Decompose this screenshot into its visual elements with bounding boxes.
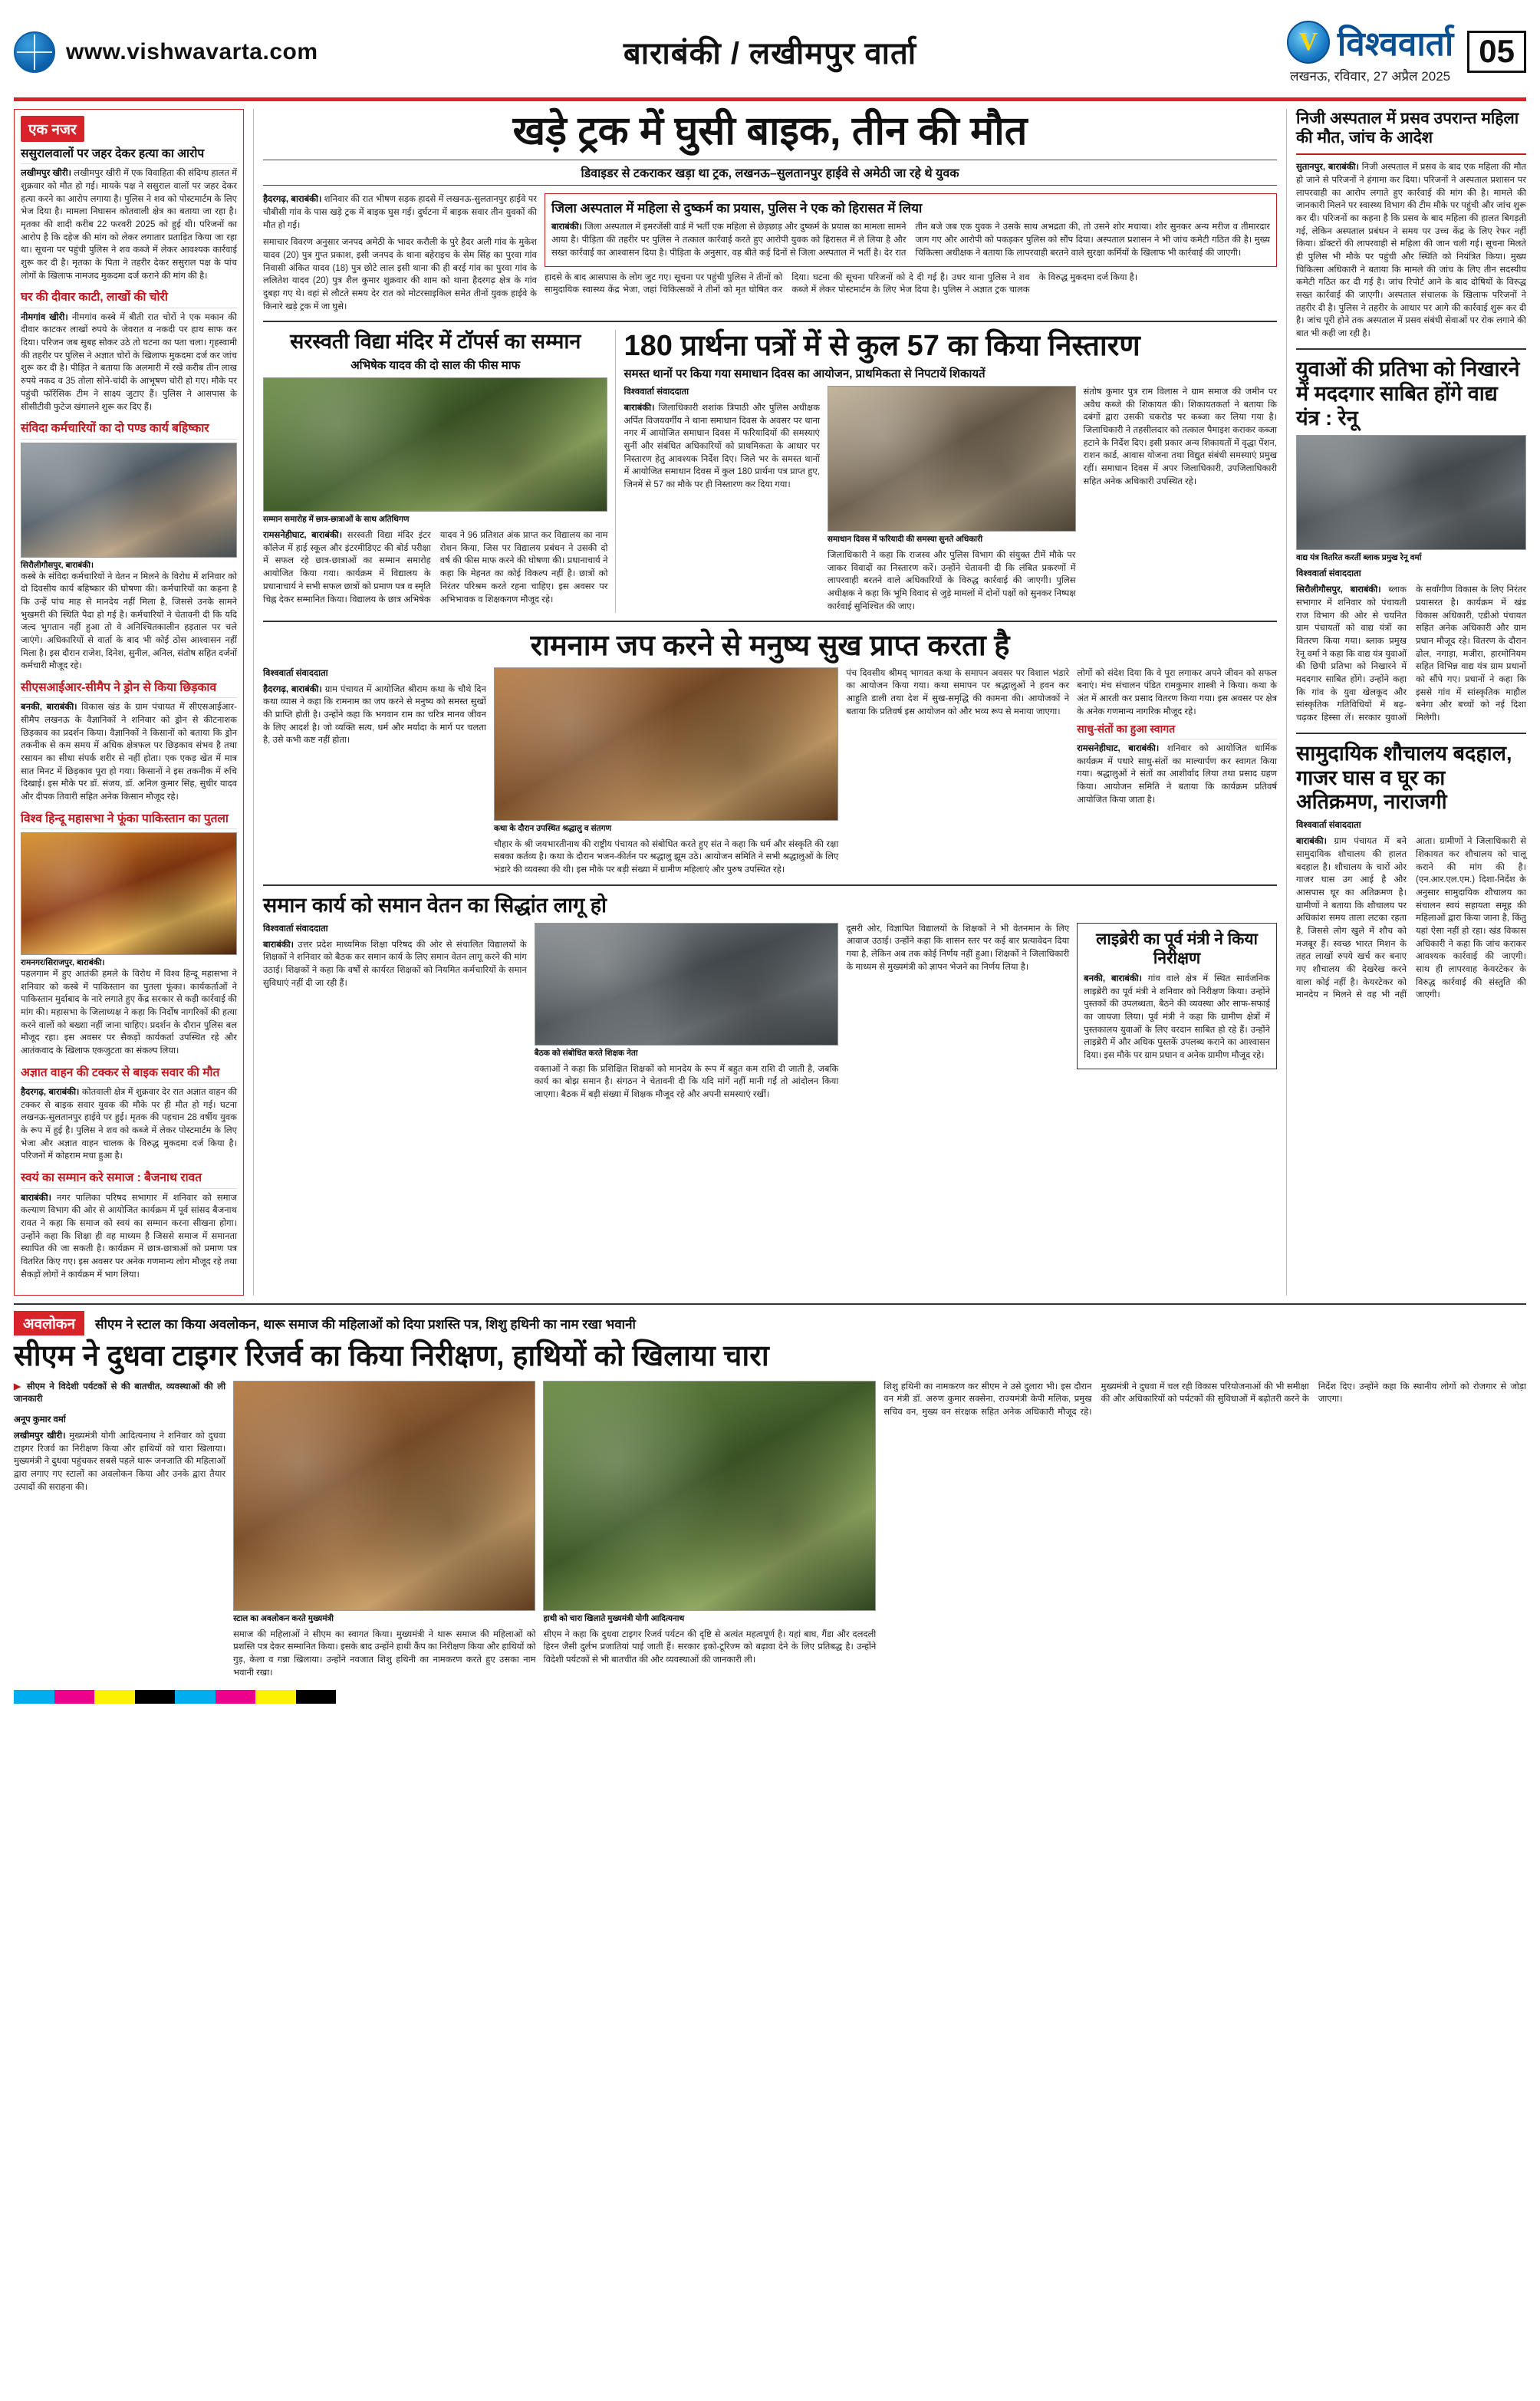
body: दूसरी ओर, विज्ञापित विद्यालयों के शिक्षकों ने भी वेतनमान के लिए आवाज उठाई। उन्होंने कहा कि शासन स्तर पर कई बार प्रत्यावेदन दिया गया है, लेकिन अब तक कोई निर्णय नहीं हुआ। शिक्षकों ने जिलाधिकारी के माध्यम से मुख्यमंत्री को ज्ञापन भेजने का निर्णय लिया है। [846, 924, 1070, 972]
byline: सुतानपुर, बाराबंकी। [1296, 163, 1359, 173]
row-saraswati-57 [263, 330, 1277, 613]
dateline: सिरौलीगौसपुर, बाराबंकी। [1296, 585, 1381, 595]
byline: हैदरगढ़, बाराबंकी। [263, 195, 322, 205]
body: निजी अस्पताल में प्रसव के बाद एक महिला की मौत हो जाने से परिजनों ने हंगामा कर दिया। परिजनों ने अस्पताल प्रशासन पर लापरवाही का आरोप लगाते हुए कार्रवाई की मांग की है। मामले की जानकारी मिलने पर स्वास्थ्य विभाग की टीम मौके पर पहुंची और जांच शुरू कर दी। परिजनों का कहना है कि प्रसव के बाद महिला की हालत बिगड़ती गई, लेकिन अस्पताल प्रबंधन ने समय पर उच्च केंद्र के लिए रेफर नहीं किया। डॉक्टरों की लापरवाही से महिला की जान चली गई। सूचना मिलते ही पुलिस भी मौके पर पहुंची और स्थिति को नियंत्रित किया। मुख्य चिकित्सा अधिकारी ने बताया कि मामले की जांच के लिए तीन सदस्यीय कमेटी गठित कर दी गई है। जांच रिपोर्ट आने के बाद दोषियों के विरुद्ध सख्त कार्रवाई की जाएगी। अस्पताल संचालक के खिलाफ परिजनों ने तहरीर दी है। पुलिस ने तहरीर के आधार पर आगे की कार्रवाई शुरू कर दी है। जांच पूरी होने तक अस्पताल में प्रसव संबंधी सेवाओं पर रोक लगाने की बात भी कही जा रही है। [1296, 163, 1526, 339]
page-content [14, 109, 1526, 1296]
sidebar-item-headline: अज्ञात वाहन की टक्कर से बाइक सवार की मौत [21, 1065, 237, 1083]
byline: विश्ववार्ता संवाददाता [1296, 821, 1361, 831]
body: लखीमपुर खीरी में एक विवाहिता की संदिग्ध हालत में शुक्रवार को मौत हो गई। मायके पक्ष ने ससुराल वालों पर जहर देकर हत्या करने का आरोप लगाया है। पुलिस ने शव को पोस्टमार्टम के लिए भेज दिया है। मामला निघासन कोतवाली क्षेत्र का बताया जा रहा है। मृतका की शादी करीब 22 फरवरी 2025 को हुई थी। परिजनों का आरोप है कि दहेज की मांग को लेकर लगातार प्रताड़ित किया जा रहा था। सूचना पर पहुंची पुलिस ने शव कब्जे में लेकर आवश्यक कार्रवाई शुरू कर दी है। मृतका के पिता ने तहरीर देकर ससुराल पक्ष के पांच लोगों के खिलाफ नामजद मुकदमा दर्ज कराने की मांग की है। [21, 169, 237, 281]
section-label: अवलोकन [14, 1311, 84, 1336]
dateline: लखीमपुर खीरी। [14, 1431, 66, 1441]
sidebar-title: एक नजर [21, 116, 84, 142]
body: शनिवार को आयोजित धार्मिक कार्यक्रम में पधारे साधु-संतों का माल्यार्पण कर स्वागत किया गया। श्रद्धालुओं ने संतों का आशीर्वाद लिया तथा प्रसाद ग्रहण किया। आयोजन समिति ने बताया कि कार्यक्रम प्रतिवर्ष आयोजित किया जाता है। [1077, 743, 1277, 805]
sidebar-story-hospital[interactable] [545, 193, 1277, 266]
edition-date: लखनऊ, रविवार, 27 अप्रैल 2025 [1290, 69, 1451, 84]
list-item[interactable] [21, 147, 237, 282]
body: जिलाधिकारी ने कहा कि राजस्व और पुलिस विभाग की संयुक्त टीमें मौके पर जाकर विवादों का निस्तारण करें। उन्होंने चेतावनी दी कि लंबित प्रकरणों में लापरवाही बरतने वाले अधिकारियों के विरुद्ध कार्रवाई की जाएगी। पुलिस अधीक्षक ने कहा कि भूमि विवाद से जुड़े मामलों में दोनों पक्षों को सुनकर निष्पक्ष कार्रवाई सुनिश्चित की जाए। [827, 550, 1076, 611]
body: लोगों को संदेश दिया कि वे पूरा लगाकर अपने जीवन को सफल बनाएं। मंच संचालन पंडित रामकुमार शास्त्री ने किया। कथा के अंत में आरती कर प्रसाद वितरण किया गया। इस अवसर पर क्षेत्र के अनेक गणमान्य नागरिक मौजूद रहे। [1077, 668, 1277, 716]
body: हादसे के बाद आसपास के लोग जुट गए। सूचना पर पहुंची पुलिस ने तीनों को सामुदायिक स्वास्थ्य केंद्र भेजा, जहां चिकित्सकों ने तीनों को मृत घोषित कर दिया। घटना की सूचना परिजनों को दे दी गई है। उधर थाना पुलिस ने शव कब्जे में लेकर पोस्टमार्टम के लिए भेज दिया है। पुलिस ने अज्ञात ट्रक चालक के विरुद्ध मुकदमा दर्ज किया है। [544, 272, 1138, 295]
sidebar-ek-nazar [14, 109, 244, 1296]
list-item[interactable] [21, 680, 237, 804]
body: सीएम ने कहा कि दुधवा टाइगर रिजर्व पर्यटन की दृष्टि से अत्यंत महत्वपूर्ण है। यहां बाघ, गैंडा और दलदली हिरन जैसी दुर्लभ प्रजातियां पाई जाती हैं। सरकार इको-टूरिज्म को बढ़ावा देने के लिए प्रतिबद्ध है। उन्होंने विदेशी पर्यटकों से भी बातचीत की और व्यवस्थाओं की जानकारी ली। [543, 1629, 877, 1665]
body: वक्ताओं ने कहा कि प्रशिक्षित शिक्षकों को मानदेय के रूप में बहुत कम राशि दी जाती है, जबकि कार्य का बोझ समान है। संगठन ने चेतावनी दी कि यदि मांगें नहीं मानी गईं तो आंदोलन किया जाएगा। बैठक में बड़ी संख्या में शिक्षक मौजूद रहे और अपनी समस्याएं रखीं। [534, 1064, 839, 1099]
byline: नीमगांव खीरी। [21, 312, 68, 322]
byline: रामसनेहीघाट, बाराबंकी। [263, 531, 343, 541]
body: पंच दिवसीय श्रीमद् भागवत कथा के समापन अवसर पर विशाल भंडारे का आयोजन किया गया। कथा समापन पर श्रद्धालुओं ने हवन कर आहुति डाली तथा देश में सुख-समृद्धि की कामना की। आयोजकों ने बताया कि प्रतिवर्ष इस आयोजन को और भव्य रूप से मनाया जाएगा। [846, 668, 1070, 716]
byline: बनकी, बाराबंकी। [21, 703, 77, 713]
byline: विश्ववार्ता संवाददाता [263, 668, 328, 678]
brand-row [1287, 19, 1453, 65]
sidebar-item-headline: स्वयं का सम्मान करे समाज : बैजनाथ रावत [21, 1171, 237, 1188]
story-kicker: सीएम ने स्टाल का किया अवलोकन, थारू समाज की महिलाओं को दिया प्रशस्ति पत्र, शिशु हथिनी का नाम रखा भवानी [95, 1316, 636, 1332]
byline: विश्ववार्ता संवाददाता [624, 387, 689, 397]
byline: लखीमपुर खीरी। [21, 169, 71, 179]
story-headline: जिला अस्पताल में महिला से दुष्कर्म का प्रयास, पुलिस ने एक को हिरासत में लिया [551, 201, 923, 216]
body: नगर पालिका परिषद सभागार में शनिवार को समाज कल्याण विभाग की ओर से आयोजित कार्यक्रम में पूर्व सांसद बैजनाथ रावत ने कहा कि समाज को स्वयं का सम्मान करना सीखना होगा। उन्होंने कहा कि शिक्षा ही वह माध्यम है जिससे समाज में समानता स्थापित की जा सकती है। कार्यक्रम में छात्र-छात्राओं को प्रमाण पत्र वितरित किए गए। इस अवसर पर अनेक गणमान्य लोग मौजूद रहे तथा सैकड़ों लोगों ने कार्यक्रम में भाग लिया। [21, 1193, 237, 1280]
story-headline: 180 प्रार्थना पत्रों में से कुल 57 का किया निस्तारण [624, 330, 1140, 363]
body: सरस्वती विद्या मंदिर इंटर कॉलेज में हाई स्कूल और इंटरमीडिएट की बोर्ड परीक्षा में सफल रहे छात्र-छात्राओं का सम्मान समारोह आयोजित किया गया। कार्यक्रम में विद्यालय के प्रधानाचार्य ने सभी सफल छात्रों को प्रमाण पत्र व स्मृति चिह्न देकर सम्मानित किया। विद्यालय के छात्र अभिषेक यादव ने 96 प्रतिशत अंक प्राप्त कर विद्यालय का नाम रोशन किया, जिस पर विद्यालय प्रबंधन ने उसकी दो वर्ष की फीस माफ करने की घोषणा की। प्रधानाचार्य ने कहा कि मेहनत का कोई विकल्प नहीं है। छात्रों को निरंतर परिश्रम करते रहना चाहिए। इस अवसर पर अभिभावक व शिक्षकगण मौजूद रहे। [263, 531, 608, 604]
cmyk-registration-strip [14, 1690, 336, 1704]
byline: हैदरगढ़, बाराबंकी। [21, 1088, 80, 1098]
byline: रामसनेहीघाट, बाराबंकी। [1077, 743, 1160, 753]
story-subhead: समस्त थानों पर किया गया समाधान दिवस का आयोजन, प्राथमिकता से निपटायें शिकायतें [624, 367, 986, 380]
sidebar-item-headline: घर की दीवार काटी, लाखों की चोरी [21, 290, 237, 308]
story-instruments[interactable] [1296, 357, 1526, 725]
story-bullet: सीएम ने विदेशी पर्यटकों से की बातचीत, व्यवस्थाओं की ली जानकारी [14, 1382, 226, 1405]
body: समाज की महिलाओं ने सीएम का स्वागत किया। मुख्यमंत्री ने थारू समाज की महिलाओं को प्रशस्ति पत्र देकर सम्मानित किया। इसके बाद उन्होंने हाथी कैंप का निरीक्षण किया और हाथियों को गुड़, केला व गन्ना खिलाया। उन्होंने नवजात शिशु हथिनी का नामकरण करते हुए उसका नाम भवानी रखा। [233, 1629, 536, 1678]
bullet-icon: ▶ [14, 1382, 27, 1392]
body: पहलगाम में हुए आतंकी हमले के विरोध में विश्व हिन्दू महासभा ने शनिवार को कस्बे में पाकिस्तान का पुतला फूंका। कार्यकर्ताओं ने पाकिस्तान मुर्दाबाद के नारे लगाते हुए केंद्र सरकार से कड़ी कार्रवाई की मांग की। महासभा के जिलाध्यक्ष ने कहा कि निर्दोष नागरिकों की हत्या करने वालों को बख्शा नहीं जाना चाहिए। प्रदर्शन के दौरान पुलिस बल मौजूद रहा। इस अवसर पर सैकड़ों कार्यकर्ता उपस्थित रहे और आतंकवाद के खिलाफ एकजुटता का संकल्प लिया। [21, 970, 237, 1056]
globe-icon [14, 31, 55, 73]
news-photo [263, 377, 607, 512]
photo-caption: रामनगर/सिराजपुर, बाराबंकी। [21, 958, 105, 968]
photo-caption: स्टाल का अवलोकन करते मुख्यमंत्री [233, 1613, 334, 1623]
byline: विश्ववार्ता संवाददाता [263, 924, 328, 934]
sidebar-item-headline: संविदा कर्मचारियों का दो पण्ड कार्य बहिष्कार [21, 421, 237, 439]
sidebar-item-headline: विश्व हिन्दू महासभा ने फूंका पाकिस्तान का पुतला [21, 812, 237, 829]
news-photo [1296, 435, 1526, 550]
body: संतोष कुमार पुत्र राम विलास ने ग्राम समाज की जमीन पर अवैध कब्जे की शिकायत की। शिकायतकर्ता ने बताया कि दबंगों द्वारा उसकी चकरोड पर कब्जा कर लिया गया है। जिलाधिकारी ने तहसीलदार को तत्काल पैमाइश कराकर कब्जा हटाने के निर्देश दिए। इसी प्रकार अन्य शिकायतों में वृद्धा पेंशन, राशन कार्ड, आवास योजना तथा विद्युत संबंधी समस्याएं प्रमुख रहीं। समाधान दिवस में अपर जिलाधिकारी, उपजिलाधिकारी सहित अनेक अधिकारी उपस्थित रहे। [1083, 387, 1277, 486]
story-toilet[interactable] [1296, 742, 1526, 1002]
body: (एन.आर.एल.एम.) दिशा-निर्देश के अनुसार सामुदायिक शौचालय का संचालन स्वयं सहायता समूह की महिलाओं द्वारा किया जाना है, किंतु यहां ऐसा नहीं हो रहा। खंड विकास अधिकारी ने कहा कि जांच कराकर आवश्यक कार्रवाई की जाएगी। साथ ही लापरवाह केयरटेकर के विरुद्ध कार्रवाई की संस्तुति की जाएगी। [1416, 875, 1526, 1000]
body: ग्राम पंचायत में बने सामुदायिक शौचालय की हालत बदहाल है। शौचालय के चारों ओर गाजर घास उग आई है और आसपास घूर का अतिक्रमण है। ग्रामीणों ने बताया कि शौचालय पर अधिकांश समय ताला लटका रहता है, जिससे लोग खुले में शौच को मजबूर हैं। [1296, 837, 1407, 949]
news-photo [21, 832, 237, 955]
photo-caption: हाथी को चारा खिलाते मुख्यमंत्री योगी आदित्यनाथ [543, 1613, 685, 1623]
byline: बनकी, बाराबंकी। [1084, 973, 1142, 983]
story-private-hospital[interactable] [1296, 109, 1526, 341]
list-item[interactable] [21, 421, 237, 673]
byline: विश्ववार्ता संवाददाता [1296, 569, 1361, 579]
photo-caption: सिरौलीगौसपुर, बाराबंकी। [21, 560, 94, 570]
body: शिशु हथिनी का नामकरण कर सीएम ने उसे दुलारा भी। इस दौरान वन मंत्री डॉ. अरुण कुमार सक्सेना, राज्यमंत्री केपी मलिक, प्रमुख सचिव वन, मुख्य वन संरक्षक सहित अनेक अधिकारी मौजूद रहे। मुख्यमंत्री ने दुधवा में चल रही विकास परियोजनाओं की भी समीक्षा की और अधिकारियों को पर्यटकों की सुविधाओं में बढ़ोतरी करने के निर्देश दिए। उन्होंने कहा कि स्थानीय लोगों को रोजगार से जोड़ा जाएगा। [884, 1382, 1526, 1418]
page-title: खड़े ट्रक में घुसी बाइक, तीन की मौत [512, 109, 1028, 153]
sidebar-item-headline: सीएसआईआर-सीमैप ने ड्रोन से किया छिड़काव [21, 680, 237, 698]
photo-caption: वाद्य यंत्र वितरित करतीं ब्लाक प्रमुख रेनू वर्मा [1296, 553, 1422, 563]
story-headline: लाइब्रेरी का पूर्व मंत्री ने किया निरीक्षण [1096, 930, 1258, 967]
masthead-left [14, 31, 443, 73]
body: उन्होंने कहा कि गांव के युवा खेलकूद और सांस्कृतिक गतिविधियों में बढ़-चढ़कर हिस्सा लें। सरकार युवाओं के सर्वांगीण विकास के लिए निरंतर प्रयासरत है। कार्यक्रम में खंड विकास अधिकारी, एडीओ पंचायत सहित अनेक अधिकारी और ग्राम प्रधान मौजूद रहे। [1296, 585, 1526, 723]
byline: बाराबंकी। [21, 1193, 51, 1203]
story-subhead: अभिषेक यादव की दो साल की फीस माफ [350, 359, 521, 373]
list-item[interactable] [21, 1171, 237, 1281]
page-number: 05 [1467, 31, 1526, 72]
story-laundry[interactable] [1077, 923, 1277, 1069]
photo-caption: सम्मान समारोह में छात्र-छात्राओं के साथ अतिथिगण [263, 515, 410, 525]
body: शनिवार की रात भीषण सड़क हादसे में लखनऊ-सुलतानपुर हाईवे पर चौबीसी गांव के पास खड़े ट्रक में बाइक घुस गई। दुर्घटना में बाइक सवार तीन युवकों की मौत हो गई। [263, 195, 537, 230]
body: समाचार विवरण अनुसार जनपद अमेठी के भादर करौली के पुरे हैदर अली गांव के मुकेश यादव (20) पुत्र गुप्त प्रकाश, इसी जनपद के थाना बहेराइच के सेम सिंह का पुरवा गांव निवासी अंकित यादव (18) पुत्र छोटे लाल इसी थाना की ही बरई गांव का पुरवा गांव के ललितेश यादव (20) पुत्र शैल कुमार शुक्रवार की शाम को थाना हैदरगढ़ क्षेत्र के गांव दुबहा गए थे। वहां से लौटते समय देर रात को मोटरसाइकिल समेत तीनों युवक हाईवे के किनारे खड़े ट्रक में जा घुसे। [263, 238, 537, 311]
news-photo [828, 386, 1076, 532]
masthead-right [1097, 19, 1526, 84]
body: वितरण के दौरान ढोल, नगाड़ा, मजीरा, हारमोनियम सहित विभिन्न वाद्य यंत्र ग्राम प्रधानों को सौंपे गए। प्रधानों ने कहा कि इससे गांव में सांस्कृतिक माहौल बनेगा और बच्चों को नई दिशा मिलेगी। [1416, 637, 1526, 723]
masthead-center [443, 31, 1097, 73]
dateline: बाराबंकी। [263, 940, 294, 950]
body: मुख्यमंत्री योगी आदित्यनाथ ने शनिवार को दुधवा टाइगर रिजर्व का निरीक्षण किया और हाथियों को चारा खिलाया। मुख्यमंत्री ने दुधवा पहुंचकर सबसे पहले थारू जनजाति की महिलाओं द्वारा लगाए गए स्टालों का अवलोकन किया और उनके द्वारा तैयार उत्पादों की सराहना की। [14, 1431, 226, 1492]
lead-subhead: डिवाइडर से टकराकर खड़ा था ट्रक, लखनऊ–सुलतानपुर हाईवे से अमेठी जा रहे थे युवक [263, 160, 1277, 186]
list-item[interactable] [21, 1065, 237, 1163]
news-photo [494, 667, 838, 821]
news-photo [233, 1381, 535, 1611]
body: गांव वाले क्षेत्र में स्थित सार्वजनिक लाइब्रेरी का पूर्व मंत्री ने शनिवार को निरीक्षण किया। उन्होंने पुस्तकों की उपलब्धता, बैठने की व्यवस्था और साफ-सफाई का जायजा लिया। पूर्व मंत्री ने कहा कि ग्रामीण क्षेत्रों में पुस्तकालय युवाओं के लिए वरदान साबित हो रहे हैं। उन्होंने लाइब्रेरी में और अधिक पुस्तकें उपलब्ध कराने का आश्वासन दिया। इस मौके पर ग्राम प्रधान व अनेक ग्रामीण मौजूद रहे। [1084, 973, 1270, 1061]
body: उत्तर प्रदेश माध्यमिक शिक्षा परिषद की ओर से संचालित विद्यालयों के शिक्षकों ने शनिवार को बैठक कर समान कार्य के लिए समान वेतन लागू करने की मांग उठाई। शिक्षकों ने कहा कि वर्षों से कार्यरत शिक्षकों को नियमित कर्मचारियों के समान सुविधाएं नहीं दी जा रही हैं। [263, 940, 527, 988]
body: कोतवाली क्षेत्र में शुक्रवार देर रात अज्ञात वाहन की टक्कर से बाइक सवार युवक की मौके पर ही मौत हो गई। घटना लखनऊ-सुलतानपुर हाईवे पर हुई। मृतक की पहचान 28 वर्षीय युवक के रूप में हुई है। पुलिस ने शव को कब्जे में लेकर पोस्टमार्टम के लिए भेजा और अज्ञात वाहन चालक के विरुद्ध मुकदमा दर्ज किया है। परिजनों में कोहराम मचा हुआ है। [21, 1088, 238, 1161]
news-photo [535, 923, 839, 1046]
story-headline: रामनाम जप करने से मनुष्य सुख प्राप्त करता है [530, 630, 1010, 663]
lead-story[interactable] [263, 109, 1277, 313]
story-headline: युवाओं की प्रतिभा को निखारने में मददगार साबित होंगे वाद्य यंत्र : रेनू [1296, 357, 1520, 430]
byline: बाराबंकी। [551, 222, 582, 232]
right-column [1296, 109, 1526, 1296]
brand-name: विश्ववार्ता [1337, 25, 1454, 63]
body: नीमगांव कस्बे में बीती रात चोरों ने एक मकान की दीवार काटकर लाखों रुपये के जेवरात व नकदी पर हाथ साफ कर दिया। परिजन जब सुबह सोकर उठे तो घटना का पता चला। गृहस्वामी की तहरीर पर पुलिस ने अज्ञात चोरों के खिलाफ मुकदमा दर्ज कर जांच शुरू कर दी है। पीड़ित ने बताया कि अलमारी में रखे करीब तीन लाख रुपये नकद व 35 तोला सोने-चांदी के आभूषण चोरी हो गए। मौके पर पहुंची फॉरेंसिक टीम ने साक्ष्य जुटाए हैं। पुलिस ने आसपास के सीसीटीवी फुटेज खंगालने शुरू कर दिए हैं। [21, 312, 237, 412]
edition-title: बाराबंकी / लखीमपुर वार्ता [623, 37, 917, 71]
body: स्वच्छ भारत मिशन के तहत लाखों रुपये खर्च कर बनाए गए शौचालय की देखरेख करने वाला कोई नहीं है। केयरटेकर को मानदेय न मिलने से वह भी नहीं आता। ग्रामीणों ने जिलाधिकारी से शिकायत कर शौचालय को चालू कराने की मांग की है। [1296, 837, 1526, 1000]
dateline: हैदरगढ़, बाराबंकी। [263, 684, 322, 694]
body: ग्राम पंचायत में आयोजित श्रीराम कथा के चौथे दिन कथा व्यास ने कहा कि रामनाम का जप करने से मनुष्य को समस्त सुखों की प्राप्ति होती है। उन्होंने कहा कि भगवान राम का चरित्र मानव जीवन के लिए आदर्श है। जो व्यक्ति सत्य, धर्म और मर्यादा के मार्ग पर चलता है, उसे कभी कष्ट नहीं होता। [263, 684, 486, 746]
body: जिलाधिकारी शशांक त्रिपाठी और पुलिस अधीक्षक अर्पित विजयवर्गीय ने थाना समाधान दिवस के अवसर पर थाना नगर में आयोजित समाधान दिवस में फरियादियों की समस्याएं सुनीं और संबंधित अधिकारियों को प्राथमिकता के आधार पर निस्तारण हेतु आवश्यक निर्देश दिए। जिले भर के समस्त थानों में आयोजित समाधान दिवस में कुल 180 प्रार्थना पत्र प्राप्त हुए, जिनमें से 57 का मौके पर ही निस्तारण कर दिया गया। [624, 403, 820, 489]
story-headline: सामुदायिक शौचालय बदहाल, गाजर घास व घूर का अतिक्रमण, नाराजगी [1296, 741, 1512, 814]
subsection-title: साधु-संतों का हुआ स्वागत [1077, 723, 1277, 739]
brand-block [1287, 19, 1453, 84]
dateline: बाराबंकी। [624, 403, 655, 413]
story-headline: सरस्वती विद्या मंदिर में टॉपर्स का सम्मान [290, 330, 581, 354]
photo-caption: बैठक को संबोधित करते शिक्षक नेता [534, 1048, 638, 1058]
divider [253, 109, 254, 1296]
main-column [263, 109, 1277, 1296]
photo-caption: समाधान दिवस में फरियादी की समस्या सुनते अधिकारी [827, 534, 983, 544]
body: चौहार के श्री जयभारतीनाथ की राष्ट्रीय पंचायत को संबोधित करते हुए संत ने कहा कि धर्म और संस्कृति की रक्षा सबका कर्तव्य है। कथा के दौरान भजन-कीर्तन पर श्रद्धालु झूम उठे। आयोजन समिति ने सभी श्रद्धालुओं के लिए भंडारे की व्यवस्था की थी। इस मौके पर बड़ी संख्या में ग्रामीण महिलाएं और पुरुष उपस्थित रहे। [493, 839, 839, 875]
photo-caption: कथा के दौरान उपस्थित श्रद्धालु व संतगण [493, 823, 612, 833]
row-equalpay [263, 894, 1277, 1102]
story-headline: निजी अस्पताल में प्रसव उपरान्त महिला की मौत, जांच के आदेश [1296, 110, 1519, 147]
row-ramnam-instruments [263, 630, 1277, 877]
dateline: बाराबंकी। [1296, 837, 1327, 847]
logo-icon: V [1287, 21, 1330, 64]
website-url[interactable]: www.vishwavarta.com [66, 38, 318, 64]
news-photo [543, 1381, 876, 1611]
news-photo [21, 443, 237, 558]
story-57[interactable] [624, 330, 1277, 613]
body: जिला अस्पताल में इमरजेंसी वार्ड में भर्ती एक महिला से छेड़छाड़ और दुष्कर्म के प्रयास का मामला सामने आया है। पीड़िता की तहरीर पर पुलिस ने तत्काल कार्रवाई करते हुए आरोपी युवक को हिरासत में ले लिया है और सख्त कार्रवाई का आश्वासन दिया है। पीड़िता के अनुसार, वह बीते कई दिनों से जिला अस्पताल में भर्ती है। देर रात तीन बजे जब एक युवक ने उसके साथ अभद्रता की, तो उसने शोर मचाया। शोर सुनकर अन्य मरीज व तीमारदार जाग गए और आरोपी को पकड़कर पुलिस को सौंप दिया। अस्पताल प्रशासन ने भी जांच कमेटी गठित की है। मुख्य चिकित्सा अधीक्षक ने बताया कि लापरवाही बरतने वाले सुरक्षा कर्मियों के खिलाफ भी कार्रवाई की जाएगी। [551, 222, 1270, 258]
byline: अनूप कुमार वर्मा [14, 1415, 66, 1425]
story-headline: समान कार्य को समान वेतन का सिद्धांत लागू हो [263, 893, 607, 917]
body: विकास खंड के ग्राम पंचायत में सीएसआईआर-सीमैप लखनऊ के वैज्ञानिकों ने शनिवार को ड्रोन से कीटनाशक छिड़काव का प्रदर्शन किया। वैज्ञानिकों ने किसानों को बताया कि ड्रोन तकनीक से कम समय में अधिक क्षेत्रफल पर छिड़काव संभव है तथा रसायन का सीधा संपर्क शरीर से नहीं होता। एक एकड़ खेत में मात्र सात मिनट में छिड़काव पूरा हो गया। किसानों ने इस तकनीक में रुचि दिखाई। इस मौके पर डॉ. संजय, डॉ. अनिल कुमार सिंह, सुधीर यादव और दीपक तिवारी सहित अनेक किसान मौजूद रहे। [21, 703, 237, 802]
story-headline: सीएम ने दुधवा टाइगर रिजर्व का किया निरीक्षण, हाथियों को खिलाया चारा [14, 1340, 769, 1373]
masthead [14, 11, 1526, 101]
divider [1286, 109, 1287, 1296]
body: कस्बे के संविदा कर्मचारियों ने वेतन न मिलने के विरोध में शनिवार को दो दिवसीय कार्य बहिष्कार की घोषणा की। कर्मचारियों का कहना है कि उन्हें पांच माह से मानदेय नहीं मिला है, जिससे उनके सामने भुखमरी की स्थिति पैदा हो गई है। कर्मचारियों ने चेतावनी दी कि यदि जल्द भुगतान नहीं हुआ तो वे अनिश्चितकालीन हड़ताल पर चले जाएंगे। अधिकारियों से वार्ता के बाद भी कोई ठोस आश्वासन नहीं मिला है। इस दौरान राजेश, दिनेश, सुनील, अनिल, संतोष सहित दर्जनों कर्मचारी मौजूद रहे। [21, 571, 237, 671]
story-ramnam[interactable] [263, 630, 1277, 877]
story-saraswati[interactable] [263, 330, 607, 613]
bottom-story[interactable] [14, 1303, 1526, 1679]
sidebar-item-headline: ससुरालवालों पर जहर देकर हत्या का आरोप [21, 147, 237, 164]
list-item[interactable] [21, 290, 237, 413]
body: ब्लाक सभागार में शनिवार को पंचायती राज विभाग की ओर से चयनित ग्राम पंचायतों को वाद्य यंत्रों का वितरण किया गया। ब्लाक प्रमुख रेनू वर्मा ने कहा कि वाद्य यंत्र युवाओं की छिपी प्रतिभा को निखारने में मददगार साबित होंगे। [1296, 585, 1407, 685]
list-item[interactable] [21, 812, 237, 1058]
story-equal-pay[interactable] [263, 894, 1277, 1102]
